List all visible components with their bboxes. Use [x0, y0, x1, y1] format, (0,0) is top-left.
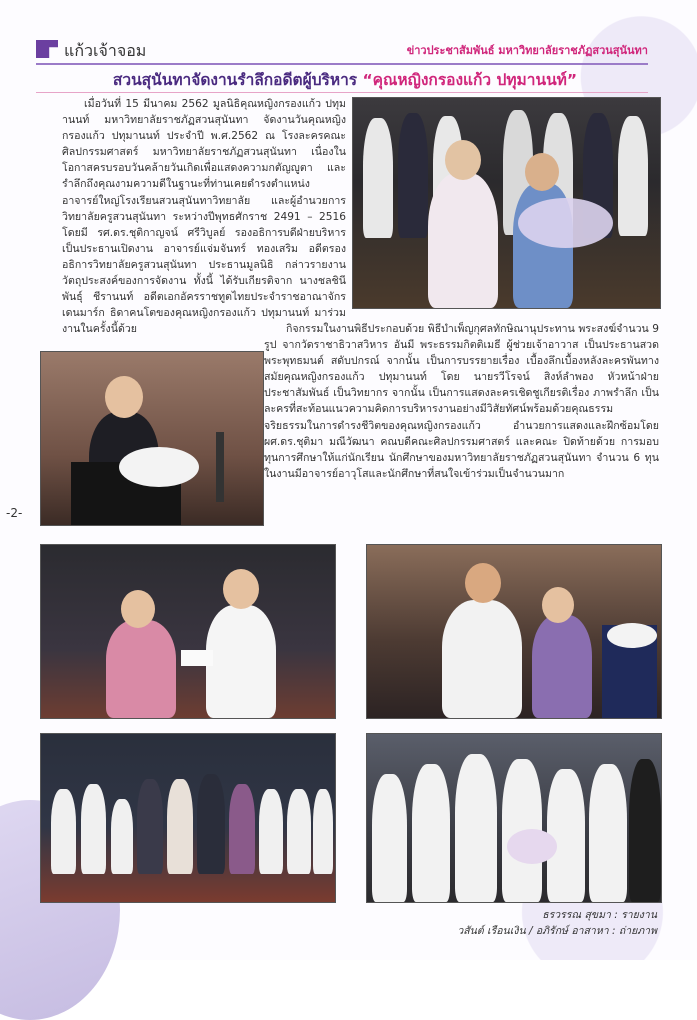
article-paragraph-1: เมื่อวันที่ 15 มีนาคม 2562 มูลนิธิคุณหญิงกรองแก้ว ปทุมานนท์ มหาวิทยาลัยราชภัฏสวนสุนันทา จัดงานวันคุณหญิงกรองแก้ว ปทุมานนท์ ประจำปี พ.ศ.2562 ณ โรงละครคณะศิลปกรรมศาสตร์ มหาวิทยาลัยราชภัฏสวนสุนันทา เนื่องในโอกาสครบรอบวันคล้ายวันเกิดเพื่อแสดงความกตัญญูตา และรำลึกถึงคุณงามความดีในฐานะที่ท่านเคยดำรงตำแหน่งอาจารย์ใหญ่โรงเรียนสวนสุนันทาวิทยาลัย และผู้อำนวยการวิทยาลัยครูสวนสุนันทา ระหว่างปีพุทธศักราช 2491 – 2516 โดยมี รศ.ดร.ชุติกาญจน์ ศรีวิบูลย์ รองอธิการบดีฝ่ายบริหาร เป็นประธานเปิดงาน อาจารย์แจ่มจันทร์ ทองเสริม อดีตรองอธิการวิทยาลัยครูสวนสุนันทา ประธานมูลนิธิ กล่าวรายงานวัตถุประสงค์ของการจัดงาน ทั้งนี้ ได้รับเกียรติจาก นางชลชินีพันธุ์ ชีรานนท์ อดีตเอกอัครราชทูตไทยประจำราชอาณาจักรเดนมาร์ก ธิดาคนโตของคุณหญิงกรองแก้ว ปทุมานนท์ มาร่วมงานในครั้งนี้ด้วย [62, 98, 346, 336]
photo-scholarship-handover-2 [366, 544, 662, 719]
photo-ceremony-flowers [352, 97, 661, 309]
article-paragraph-2: กิจกรรมในงานพิธีประกอบด้วย พิธีบำเพ็ญกุศลทักษิณานุประทาน พระสงฆ์จำนวน 9 รูป จากวัดราชาธิวาสวิหาร อันมี พระธรรมกิตติเมธี ผู้ช่วยเจ้าอาวาส เป็นประธานสวดพระพุทธมนต์ สดับปกรณ์ จากนั้น เป็นการบรรยายเรื่อง เบื้องลึกเบื้องหลังละครพันทาง สมัยคุณหญิงกรองแก้ว ปทุมานนท์ โดย นายรวีโรจน์ สิงห์ลำพอง หัวหน้าฝ่ายประชาสัมพันธ์ เป็นวิทยากร จากนั้น เป็นการแสดงละครเชิดชูเกียรติเรื่อง ภาพรำลึก เป็นละครที่สะท้อนแนวความคิดการบริหารงานอย่างมีวิสัยทัศน์พร้อมด้วยคุณธรรม จริยธรรมในการดำรงชีวิตของคุณหญิงกรองแก้ว อำนวยการแสดงและฝึกซ้อมโดย ผศ.ดร.ชุติมา มณีวัฒนา คณบดีคณะศิลปกรรมศาสตร์ และคณะ ปิดท้ายด้วย การมอบทุนการศึกษาให้แก่นักเรียน นักศึกษาของมหาวิทยาลัยราชภัฏสวนสุนันทา จำนวน 6 ทุน ในงานมีอาจารย์อาวุโสและนักศึกษาที่สนใจเข้าร่วมเป็นจำนวนมาก [264, 323, 659, 480]
article-title-main: สวนสุนันทาจัดงานรำลึกอดีตผู้บริหาร [112, 71, 363, 89]
section-marker-icon [36, 40, 58, 58]
photo-students-gifts [366, 733, 662, 903]
section-name: แก้วเจ้าจอม [64, 41, 147, 60]
article-title-accent: “คุณหญิงกรองแก้ว ปทุมานนท์” [362, 71, 578, 89]
page-header [36, 37, 648, 61]
page-number: -2- [6, 506, 23, 520]
header-divider [36, 63, 648, 65]
photo-scholarship-handover-1 [40, 544, 336, 719]
credit-reporter: ธรวรรณ สุขมา : รายงาน [542, 909, 657, 921]
title-divider [36, 92, 648, 93]
photo-group-recipients [40, 733, 336, 903]
newsletter-name: ข่าวประชาสัมพันธ์ มหาวิทยาลัยราชภัฏสวนสุนันทา [406, 44, 648, 57]
article-title [40, 67, 650, 92]
credit-photographers: วสันต์ เรือนเงิน / อภิรักษ์ อาสาหา : ถ่ายภาพ [457, 925, 657, 937]
photo-speaker-podium [40, 351, 264, 526]
